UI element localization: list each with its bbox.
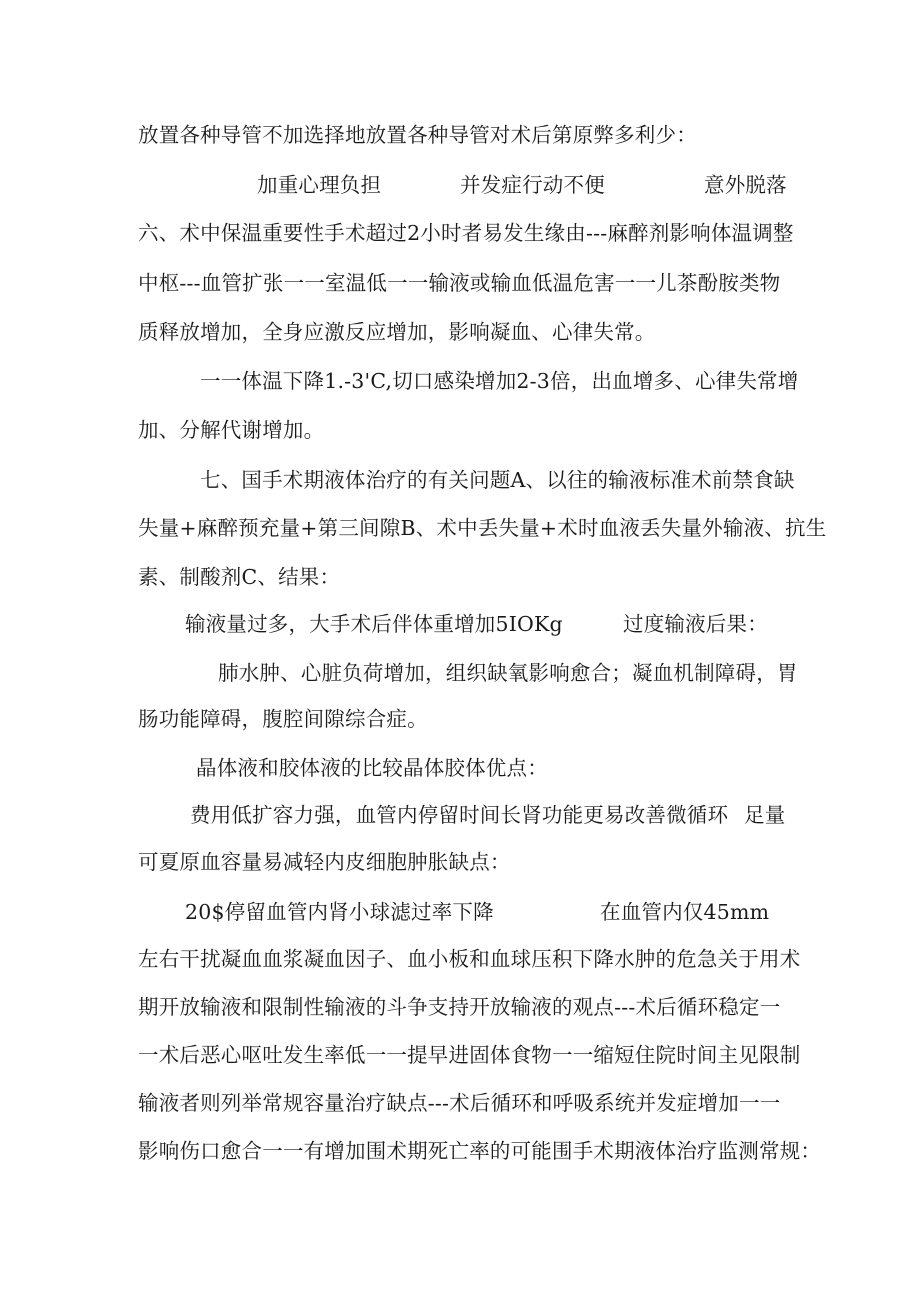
text-line-20: 一术后恶心呕吐发生率低一一提早进固体食物一一缩短住院时间主见限制 <box>138 1043 801 1067</box>
text-line-4: 中枢---血管扩张一一室温低一一输液或输血低温危害一一儿茶酚胺类物 <box>138 271 781 295</box>
text-line-18: 左右干扰凝血血浆凝血因子、血小板和血球压积下降水肿的危急关于用术 <box>138 947 801 971</box>
text-line-7: 加、分解代谢增加。 <box>138 418 325 442</box>
section-six-heading: 六、术中保温重要性手术超过2小时者易发生缘由---麻醉剂影响体温调整 <box>138 221 794 245</box>
text-line-6: 一一体温下降1.-3'C,切口感染增加2-3倍，出血增多、心律失常增 <box>200 369 799 393</box>
text-line-14: 晶体液和胶体液的比较晶体胶体优点： <box>196 756 548 780</box>
text-line-22: 影响伤口愈合一一有增加围术期死亡率的可能围手术期液体治疗监测常规： <box>138 1139 822 1163</box>
fluid-consequence-label: 过度输液后果： <box>623 612 768 636</box>
fluid-overload-text: 输液量过多，大手术后伴体重增加5IOKg <box>185 612 563 636</box>
text-line-5: 质释放增加，全身应激反应增加，影响凝血、心律失常。 <box>138 320 656 344</box>
text-line-12: 肺水肿、心脏负荷增加，组织缺氧影响愈合；凝血机制障碍，胃 <box>218 661 798 685</box>
text-line-10: 素、制酸剂C、结果： <box>138 565 341 589</box>
complication-psychological: 加重心理负担 <box>257 173 382 197</box>
text-line-16: 可夏原血容量易减轻内皮细胞肿胀缺点： <box>138 850 511 874</box>
complication-mobility: 并发症行动不便 <box>460 173 605 197</box>
text-line-13: 肠功能障碍，腹腔间隙综合症。 <box>138 707 428 731</box>
complication-dislodgement: 意外脱落 <box>704 173 787 197</box>
crystalloid-advantages-text: 费用低扩容力强，血管内停留时间长肾功能更易改善微循环 <box>190 803 729 827</box>
sufficient-amount-text: 足量 <box>744 803 786 827</box>
section-seven-heading: 七、国手术期液体治疗的有关问题A、以往的输液标准术前禁食缺 <box>200 468 795 492</box>
text-line-21: 输液者则列举常规容量治疗缺点---术后循环和呼吸系统并发症增加一一 <box>138 1091 781 1115</box>
intravascular-duration-text: 在血管内仅45mm <box>600 900 770 924</box>
retention-text: 20$停留血管内肾小球滤过率下降 <box>185 900 494 924</box>
text-line-19: 期开放输液和限制性输液的斗争支持开放输液的观点---术后循环稳定一 <box>138 995 781 1019</box>
text-line-9: 失量+麻醉预充量+第三间隙B、术中丢失量+术时血液丢失量外输液、抗生 <box>138 516 827 540</box>
text-line-1: 放置各种导管不加选择地放置各种导管对术后第原弊多利少： <box>138 123 697 147</box>
